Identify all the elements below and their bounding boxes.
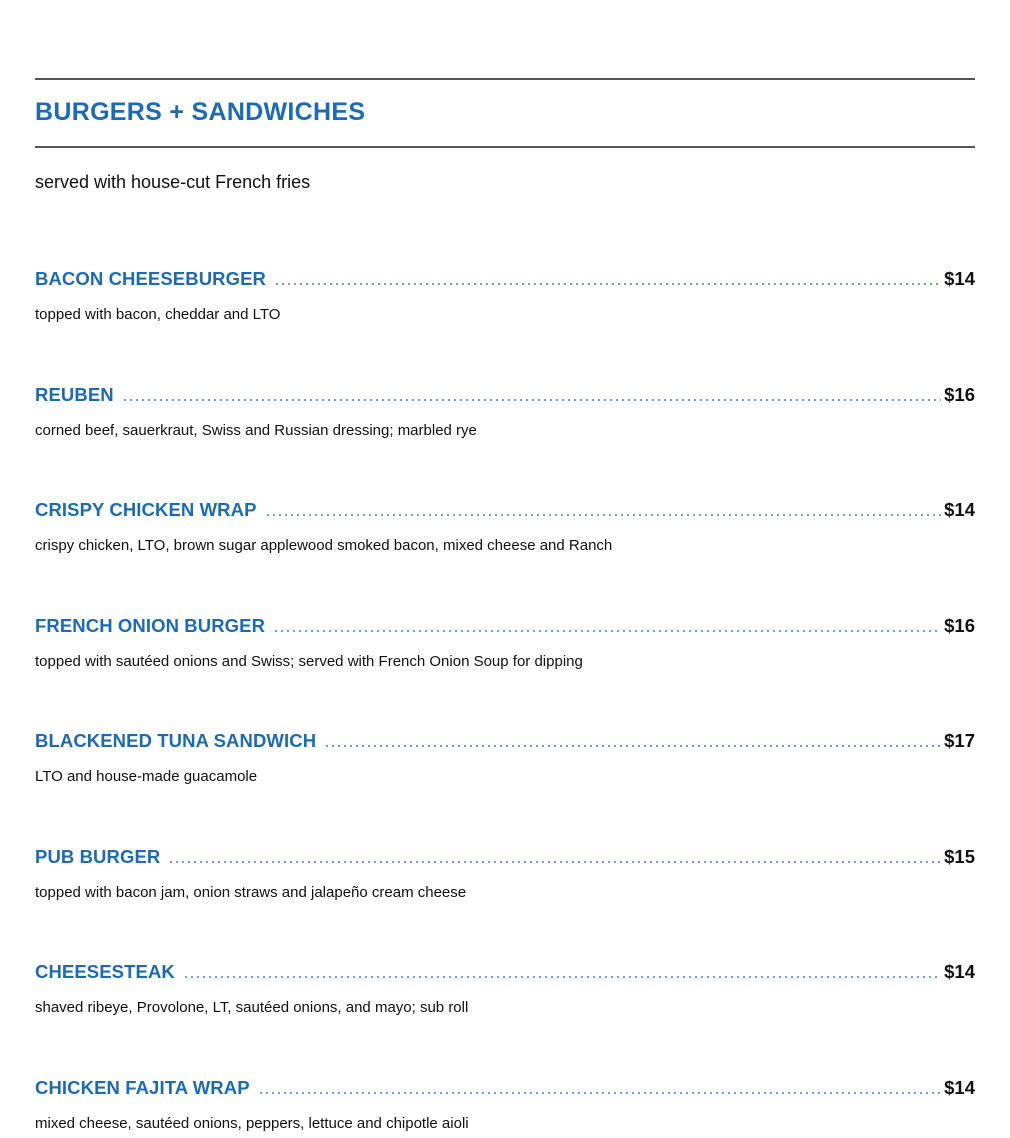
dot-leader: [324, 745, 941, 747]
menu-item: [35, 845, 975, 915]
menu-item-header: [35, 267, 975, 291]
menu-item-header: [35, 845, 975, 869]
menu-item-price: $16: [944, 615, 975, 636]
menu-item-price: $14: [944, 1077, 975, 1098]
menu-item-price: $15: [944, 846, 975, 867]
menu-item-name: CRISPY CHICKEN WRAP: [35, 499, 257, 520]
menu-item-name: BACON CHEESEBURGER: [35, 268, 267, 289]
menu-item-description: topped with bacon jam, onion straws and jalapeño cream cheese: [35, 884, 467, 901]
menu-item: [35, 383, 975, 453]
menu-item: [35, 960, 975, 1030]
menu-item-list: [35, 0, 975, 1138]
menu-item-name: PUB BURGER: [35, 846, 161, 867]
menu-item-price: $17: [944, 730, 975, 751]
menu-item-description: LTO and house-made guacamole: [35, 768, 258, 785]
menu-item-price: $16: [944, 384, 975, 405]
menu-item-header: [35, 383, 975, 407]
menu-item-header: [35, 729, 975, 753]
dot-leader: [122, 399, 941, 401]
menu-item-description: topped with sautéed onions and Swiss; served with French Onion Soup for dipping: [35, 653, 583, 670]
menu-item-description: crispy chicken, LTO, brown sugar applewood smoked bacon, mixed cheese and Ranch: [35, 537, 613, 554]
menu-item-name: CHICKEN FAJITA WRAP: [35, 1077, 250, 1098]
menu-item-description: topped with bacon, cheddar and LTO: [35, 306, 281, 323]
dot-leader: [183, 976, 941, 978]
menu-item-name: CHEESESTEAK: [35, 961, 175, 982]
menu-item-header: [35, 614, 975, 638]
menu-item: [35, 267, 975, 337]
menu-item: [35, 498, 975, 568]
section-title: BURGERS + SANDWICHES: [35, 98, 366, 126]
menu-item-price: $14: [944, 961, 975, 982]
dot-leader: [265, 514, 942, 516]
menu-item-header: [35, 1076, 975, 1100]
menu-item-description: shaved ribeye, Provolone, LT, sautéed onions, and mayo; sub roll: [35, 999, 469, 1016]
menu-item-description: corned beef, sauerkraut, Swiss and Russian dressing; marbled rye: [35, 422, 477, 439]
section-subtitle: served with house-cut French fries: [35, 172, 311, 192]
menu-item-name: REUBEN: [35, 384, 114, 405]
dot-leader: [258, 1092, 941, 1094]
menu-item: [35, 1076, 975, 1138]
menu-item-price: $14: [944, 268, 975, 289]
dot-leader: [168, 861, 941, 863]
menu-item-header: [35, 960, 975, 984]
menu-item: [35, 614, 975, 684]
dot-leader: [273, 630, 941, 632]
menu-item-name: FRENCH ONION BURGER: [35, 615, 266, 636]
menu-item-price: $14: [944, 499, 975, 520]
dot-leader: [274, 283, 941, 285]
menu-item: [35, 729, 975, 799]
menu-item-description: mixed cheese, sautéed onions, peppers, lettuce and chipotle aioli: [35, 1115, 469, 1132]
menu-item-name: BLACKENED TUNA SANDWICH: [35, 730, 317, 751]
menu-item-header: [35, 498, 975, 522]
